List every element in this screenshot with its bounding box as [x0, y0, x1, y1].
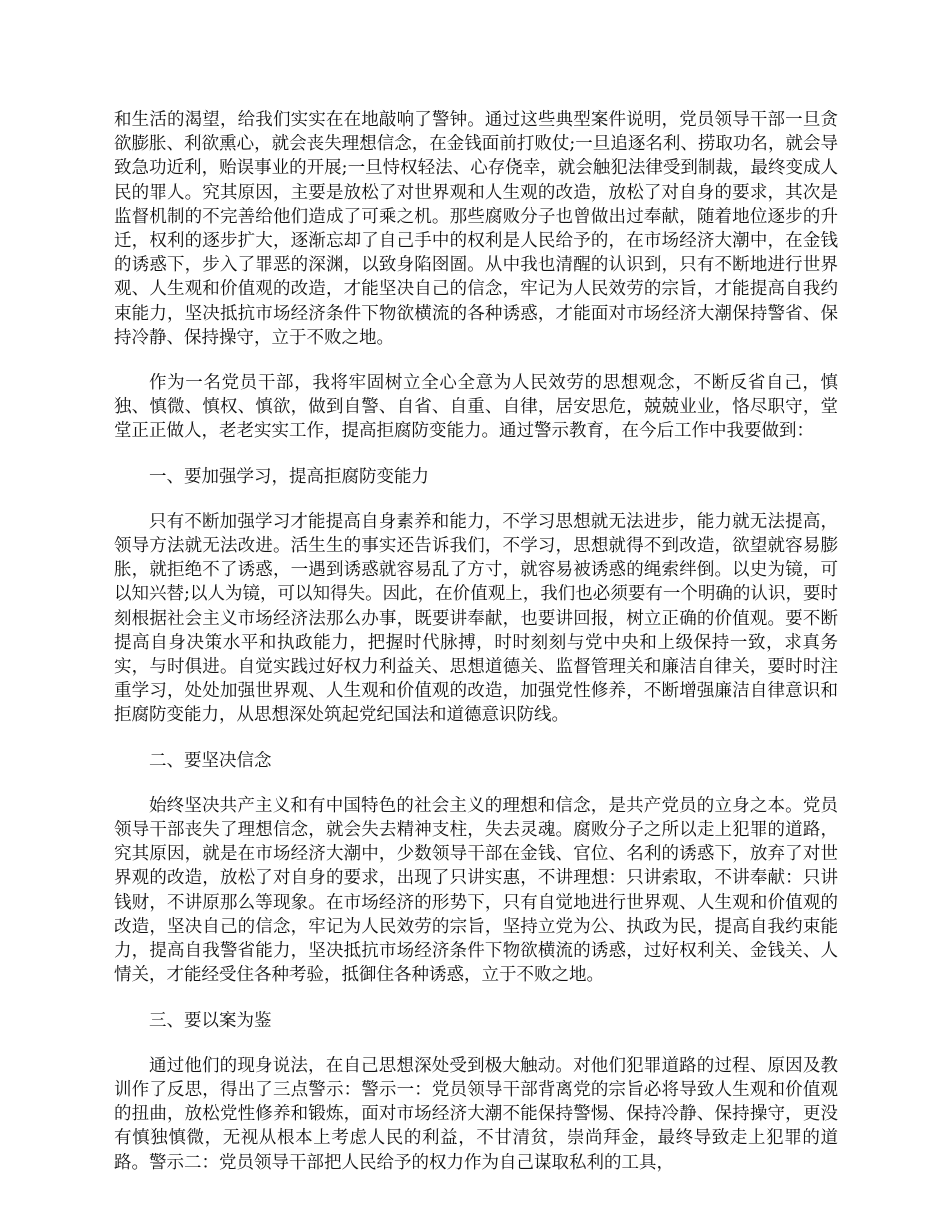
body-paragraph-2: 作为一名党员干部，我将牢固树立全心全意为人民效劳的思想观念，不断反省自己，慎独、慎微、慎权、慎欲，做到自警、自省、自重、自律，居安思危，兢兢业业，恪尽职守，堂堂正正做人，老老实实工作，提高拒腐防变能力。通过警示教育，在今后工作中我要做到：	[114, 373, 838, 442]
body-paragraph-1: 和生活的渴望，给我们实实在在地敲响了警钟。通过这些典型案件说明，党员领导干部一旦贪欲膨胀、利欲熏心，就会丧失理想信念，在金钱面前打败仗;一旦追逐名利、捞取功名，就会导致急功近利，贻误事业的开展;一旦恃权轻法、心存侥幸，就会触犯法律受到制裁，最终变成人民的罪人。究其原因，主要是放松了对世界观和人生观的改造，放松了对自身的要求，其次是监督机制的不完善给他们造成了可乘之机。那些腐败分子也曾做出过奉献，随着地位逐步的升迁，权利的逐步扩大，逐渐忘却了自己手中的权利是人民给予的，在市场经济大潮中，在金钱的诱惑下，步入了罪恶的深渊，以致身陷囹圄。从中我也清醒的认识到，只有不断地进行世界观、人生观和价值观的改造，才能坚决自己的信念，牢记为人民效劳的宗旨，才能提高自我约束能力，坚决抵抗市场经济条件下物欲横流的各种诱惑，才能面对市场经济大潮保持警省、保持冷静、保持操守，立于不败之地。	[114, 110, 838, 348]
body-paragraph-5: 通过他们的现身说法，在自己思想深处受到极大触动。对他们犯罪道路的过程、原因及教训作了反思，得出了三点警示：警示一：党员领导干部背离党的宗旨必将导致人生观和价值观的扭曲，放松党性修养和锻炼，面对市场经济大潮不能保持警惕、保持冷静、保持操守，更没有慎独慎微，无视从根本上考虑人民的利益，不甘清贫，崇尚拜金，最终导致走上犯罪的道路。警示二：党员领导干部把人民给予的权力作为自己谋取私利的工具，	[114, 1055, 838, 1173]
section-heading-2: 二、要坚决信念	[149, 750, 272, 771]
body-paragraph-3: 只有不断加强学习才能提高自身素养和能力，不学习思想就无法进步，能力就无法提高，领导方法就无法改进。活生生的事实还告诉我们，不学习，思想就得不到改造，欲望就容易膨胀，就拒绝不了诱惑，一遇到诱惑就容易乱了方寸，就容易被诱惑的绳索绊倒。以史为镜，可以知兴替;以人为镜，可以知得失。因此，在价值观上，我们也必须要有一个明确的认识，要时刻根据社会主义市场经济法那么办事，既要讲奉献，也要讲回报，树立正确的价值观。要不断提高自身决策水平和执政能力，把握时代脉搏，时时刻刻与党中央和上级保持一致，求真务实，与时俱进。自觉实践过好权力利益关、思想道德关、监督管理关和廉洁自律关，要时时注重学习，处处加强世界观、人生观和价值观的改造，加强党性修养，不断增强廉洁自律意识和拒腐防变能力，从思想深处筑起党纪国法和道德意识防线。	[114, 511, 838, 726]
section-heading-3: 三、要以案为鉴	[149, 1010, 272, 1031]
document-page	[114, 108, 838, 1196]
body-paragraph-4: 始终坚决共产主义和有中国特色的社会主义的理想和信念，是共产党员的立身之本。党员领导干部丧失了理想信念，就会失去精神支柱，失去灵魂。腐败分子之所以走上犯罪的道路，究其原因，就是在市场经济大潮中，少数领导干部在金钱、官位、名利的诱惑下，放弃了对世界观的改造，放松了对自身的要求，出现了只讲实惠，不讲理想：只讲索取，不讲奉献：只讲钱财，不讲原那么等现象。在市场经济的形势下，只有自觉地进行世界观、人生观和价值观的改造，坚决自己的信念，牢记为人民效劳的宗旨，坚持立党为公、执政为民，提高自我约束能力，提高自我警省能力，坚决抵抗市场经济条件下物欲横流的诱惑，过好权利关、金钱关、人情关，才能经受住各种考验，抵御住各种诱惑，立于不败之地。	[114, 795, 838, 986]
section-heading-1: 一、要加强学习，提高拒腐防变能力	[149, 466, 429, 487]
